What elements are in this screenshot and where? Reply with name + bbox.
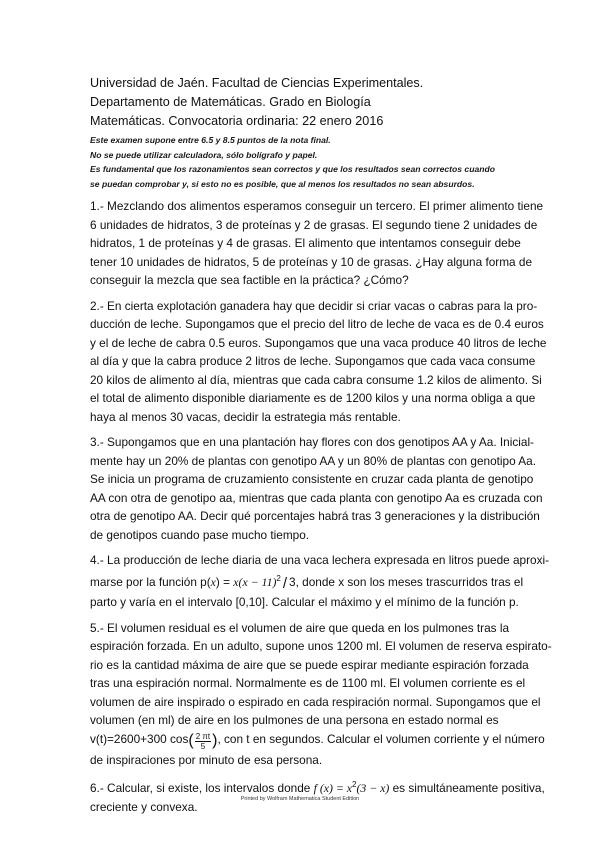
question-line: rio es la cantidad máxima de aire que se puede espirar mediante espiración forzada xyxy=(90,657,529,672)
formula-paren-open: ( xyxy=(188,731,194,749)
question-line: y el de leche de cabra 0.5 euros. Supongamos que una vaca produce 40 litros de leche xyxy=(90,335,547,350)
formula-var: x xyxy=(210,574,216,589)
question-line-formula xyxy=(90,730,550,751)
formula-arg: (x) = xyxy=(316,781,347,795)
question-line: 1.- Mezclando dos alimentos esperamos conseguir un tercero. El primer alimento tiene xyxy=(90,199,544,213)
formula-paren: (3 − x) xyxy=(356,781,390,795)
question-line: tener 10 unidades de hidratos, 5 de proteínas y 10 de grasas. ¿Hay alguna forma de xyxy=(90,254,533,269)
question-line: 6 unidades de hidratos, 3 de proteínas y 2 de grasas. El segundo tiene 2 unidades de xyxy=(90,217,538,232)
question-line: ducción de leche. Supongamos que el precio del litro de leche de vaca es de 0.4 euros xyxy=(90,317,544,331)
exam-questions xyxy=(90,197,550,823)
question-line: tras una espiración normal. Normalmente es de 1100 ml. El volumen corriente es el xyxy=(90,676,526,690)
formula-func: f xyxy=(313,781,317,795)
formula-var: x xyxy=(233,574,239,589)
university-line: Universidad de Jaén. Facultad de Ciencias Experimentales. xyxy=(90,76,424,90)
formula-text: 6.- Calcular, si existe, los intervalos donde xyxy=(90,781,314,795)
question-line: de inspiraciones por minuto de esa persona. xyxy=(90,752,323,767)
question-2 xyxy=(90,297,550,427)
question-line: 5.- El volumen residual es el volumen de aire que queda en los pulmones tras la xyxy=(90,620,510,635)
fraction-numerator: 2 πt xyxy=(195,731,211,741)
instruction-note: Es fundamental que los razonamientos sean correctos y que los resultados sean correctos cuando xyxy=(90,164,495,174)
instruction-note: Este examen supone entre 6.5 y 8.5 puntos de la nota final. xyxy=(90,135,331,145)
question-line: conseguir la mezcla que sea factible en la práctica? ¿Cómo? xyxy=(90,273,409,287)
question-line-formula xyxy=(90,776,550,798)
formula-text: es simultáneamente positiva, xyxy=(389,781,545,795)
formula-exponent: 2 xyxy=(276,573,281,583)
question-line: 20 kilos de alimento al día, mientras que cada cabra consume 1.2 kilos de alimento. Si xyxy=(90,372,542,387)
question-1 xyxy=(90,197,550,290)
formula-text: , con t en segundos. Calcular el volumen corriente y el número xyxy=(217,731,545,746)
formula-paren-close: ) xyxy=(212,731,218,749)
question-line: al día y que la cabra produce 2 litros de leche. Supongamos que cada vaca consume xyxy=(90,354,536,368)
formula-paren: (x − 11) xyxy=(238,574,277,589)
question-line: AA con otra de genotipo aa, mientras que cada planta con genotipo Aa es cruzada con xyxy=(90,490,543,505)
formula-denominator: 3 xyxy=(289,574,296,589)
formula-exponent: 2 xyxy=(352,780,357,789)
exam-header xyxy=(90,74,530,131)
question-line-formula xyxy=(90,570,550,594)
question-4 xyxy=(90,551,550,612)
exam-date-line: Matemáticas. Convocatoria ordinaria: 22 enero 2016 xyxy=(90,114,384,128)
question-line: de genotipos cuando pase mucho tiempo. xyxy=(90,527,310,542)
exam-instructions xyxy=(90,133,530,191)
question-line: haya al menos 30 vacas, decidir la estrategia más rentable. xyxy=(90,409,401,424)
formula-text: v(t)=2600+300 cos xyxy=(90,731,189,746)
instruction-note: se puedan comprobar y, si esto no es posible, que al menos los resultados no sean absurdos. xyxy=(90,178,475,189)
question-line: mente hay un 20% de plantas con genotipo AA y un 80% de plantas con genotipo Aa. xyxy=(90,453,536,468)
fraction-denominator: 5 xyxy=(200,741,206,751)
question-line: 3.- Supongamos que en una plantación hay flores con dos genotipos AA y Aa. Inicial- xyxy=(90,435,534,449)
question-line: el total de alimento disponible diariamente es de 1200 kilos y una norma obliga a que xyxy=(90,391,536,405)
formula-slash: / xyxy=(282,574,288,592)
formula-text: , donde x son los meses trascurridos tras el xyxy=(295,574,524,589)
question-line: volumen de aire inspirado o espirado en cada respiración normal. Supongamos que el xyxy=(90,694,541,709)
print-footer: Printed by Wolfram Mathematica Student Edition xyxy=(240,796,360,802)
question-line: 4.- La producción de leche diaria de una vaca lechera expresada en litros puede aproxi- xyxy=(90,553,550,567)
question-line: creciente y convexa. xyxy=(90,799,198,814)
formula-fraction xyxy=(195,732,211,751)
question-line: espiración forzada. En un adulto, supone unos 1200 ml. El volumen de reserva espirato- xyxy=(90,639,552,653)
department-line: Departamento de Matemáticas. Grado en Biología xyxy=(90,95,371,109)
question-line: Se inicia un programa de cruzamiento consistente en cruzar cada planta de genotipo xyxy=(90,472,534,486)
question-5 xyxy=(90,619,550,770)
formula-var: x xyxy=(346,781,353,795)
question-line: otra de genotipo AA. Decir qué porcentajes habrá tras 3 generaciones y la distribución xyxy=(90,509,540,523)
formula-text: marse por la función p( xyxy=(90,574,211,589)
question-line: parto y varía en el intervalo [0,10]. Calcular el máximo y el mínimo de la función p. xyxy=(90,595,519,609)
instruction-note: No se puede utilizar calculadora, sólo bolígrafo y papel. xyxy=(90,149,318,160)
question-line: hidratos, 1 de proteínas y 4 de grasas. El alimento que intentamos conseguir debe xyxy=(90,236,521,250)
question-3 xyxy=(90,433,550,544)
formula-text: ) = xyxy=(215,574,234,589)
question-line: 2.- En cierta explotación ganadera hay que decidir si criar vacas o cabras para la pro- xyxy=(90,298,538,313)
question-line: volumen (en ml) de aire en los pulmones de una persona en estado normal es xyxy=(90,713,499,727)
